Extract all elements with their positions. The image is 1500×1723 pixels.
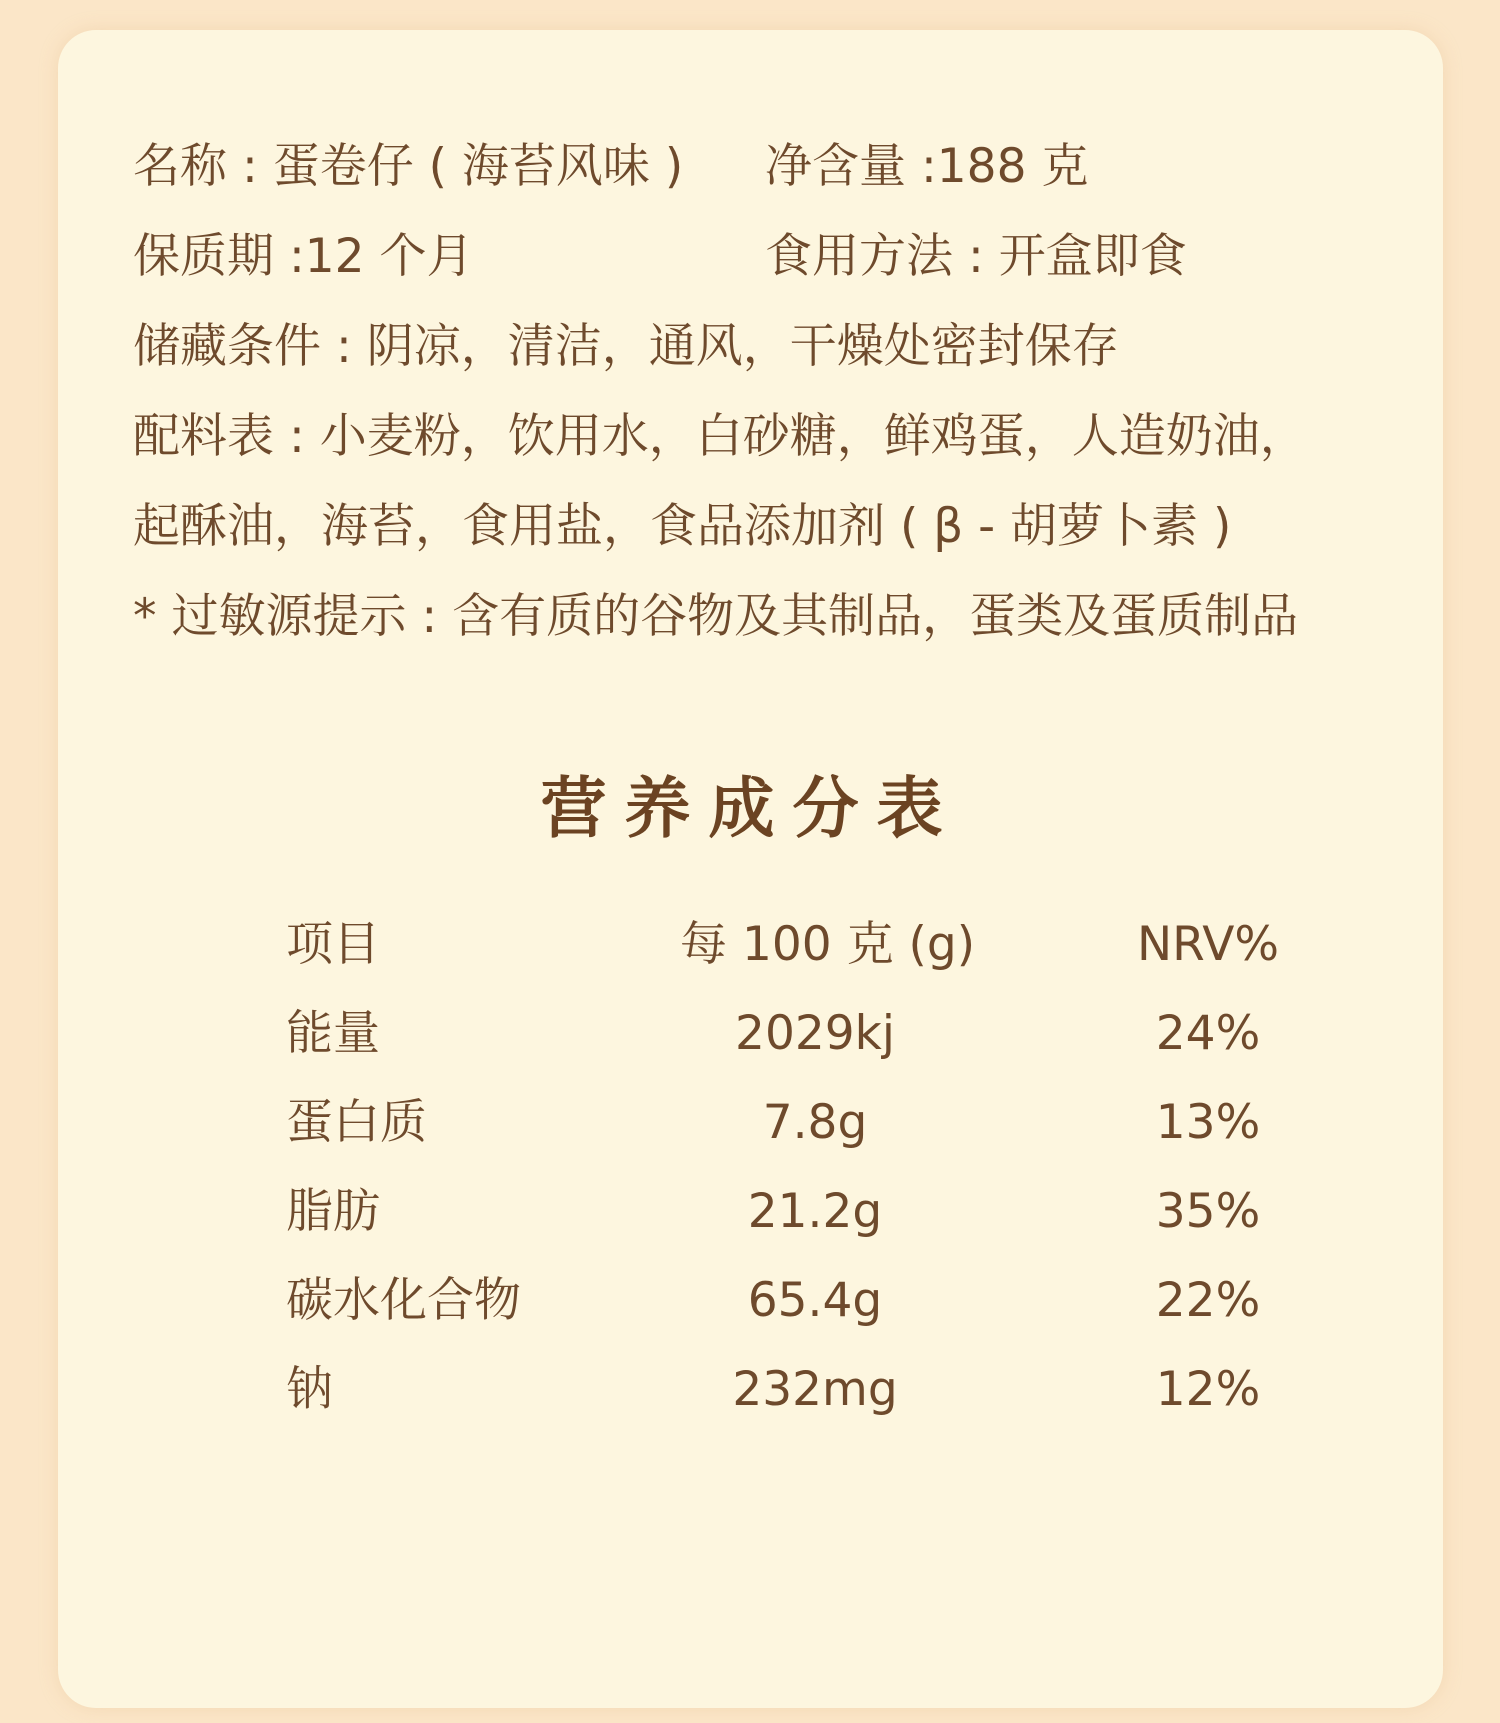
header-nrv: NRV% bbox=[1136, 917, 1280, 972]
nutrient-name: 能量 bbox=[286, 1006, 380, 1061]
label-card bbox=[58, 30, 1443, 1708]
nutrient-name: 脂肪 bbox=[286, 1184, 380, 1239]
table-row bbox=[58, 1167, 1443, 1256]
table-row bbox=[58, 1345, 1443, 1434]
nutrient-amount: 2029kj bbox=[735, 1006, 895, 1061]
nutrition-title: 营养成分表 bbox=[540, 770, 961, 847]
ingredients-line-2: 起酥油，海苔，食用盐，食品添加剂 ( β - 胡萝卜素 ) bbox=[133, 499, 1232, 554]
header-per100: 每 100 克 (g) bbox=[680, 917, 976, 972]
info-line-1 bbox=[133, 122, 1433, 212]
nutrient-amount: 21.2g bbox=[747, 1184, 883, 1239]
nutrient-amount: 65.4g bbox=[747, 1273, 883, 1328]
nutrient-nrv: 12% bbox=[1155, 1362, 1261, 1417]
table-row bbox=[58, 1078, 1443, 1167]
product-info bbox=[133, 122, 1433, 662]
allergen-notice: * 过敏源提示 : 含有质的谷物及其制品，蛋类及蛋质制品 bbox=[133, 589, 1299, 644]
info-line-2 bbox=[133, 212, 1433, 302]
nutrient-amount: 232mg bbox=[732, 1362, 898, 1417]
storage-conditions: 储藏条件 : 阴凉，清洁，通风，干燥处密封保存 bbox=[133, 319, 1119, 374]
net-content: 净含量 :188 克 bbox=[765, 139, 1089, 194]
nutrient-name: 蛋白质 bbox=[286, 1095, 427, 1150]
nutrition-table bbox=[58, 900, 1443, 1434]
usage-method: 食用方法 : 开盒即食 bbox=[765, 229, 1187, 284]
nutrient-name: 碳水化合物 bbox=[286, 1273, 521, 1328]
ingredients-line-1: 配料表 : 小麦粉，饮用水，白砂糖，鲜鸡蛋，人造奶油， bbox=[133, 409, 1307, 464]
nutrition-header-row bbox=[58, 900, 1443, 989]
nutrient-nrv: 24% bbox=[1155, 1006, 1261, 1061]
header-item: 项目 bbox=[286, 917, 380, 972]
nutrient-amount: 7.8g bbox=[762, 1095, 868, 1150]
nutrient-nrv: 35% bbox=[1155, 1184, 1261, 1239]
nutrient-nrv: 22% bbox=[1155, 1273, 1261, 1328]
product-name: 名称 : 蛋卷仔 ( 海苔风味 ) bbox=[133, 139, 684, 194]
table-row bbox=[58, 989, 1443, 1078]
shelf-life: 保质期 :12 个月 bbox=[133, 229, 474, 284]
nutrient-nrv: 13% bbox=[1155, 1095, 1261, 1150]
table-row bbox=[58, 1256, 1443, 1345]
nutrient-name: 钠 bbox=[286, 1362, 333, 1417]
